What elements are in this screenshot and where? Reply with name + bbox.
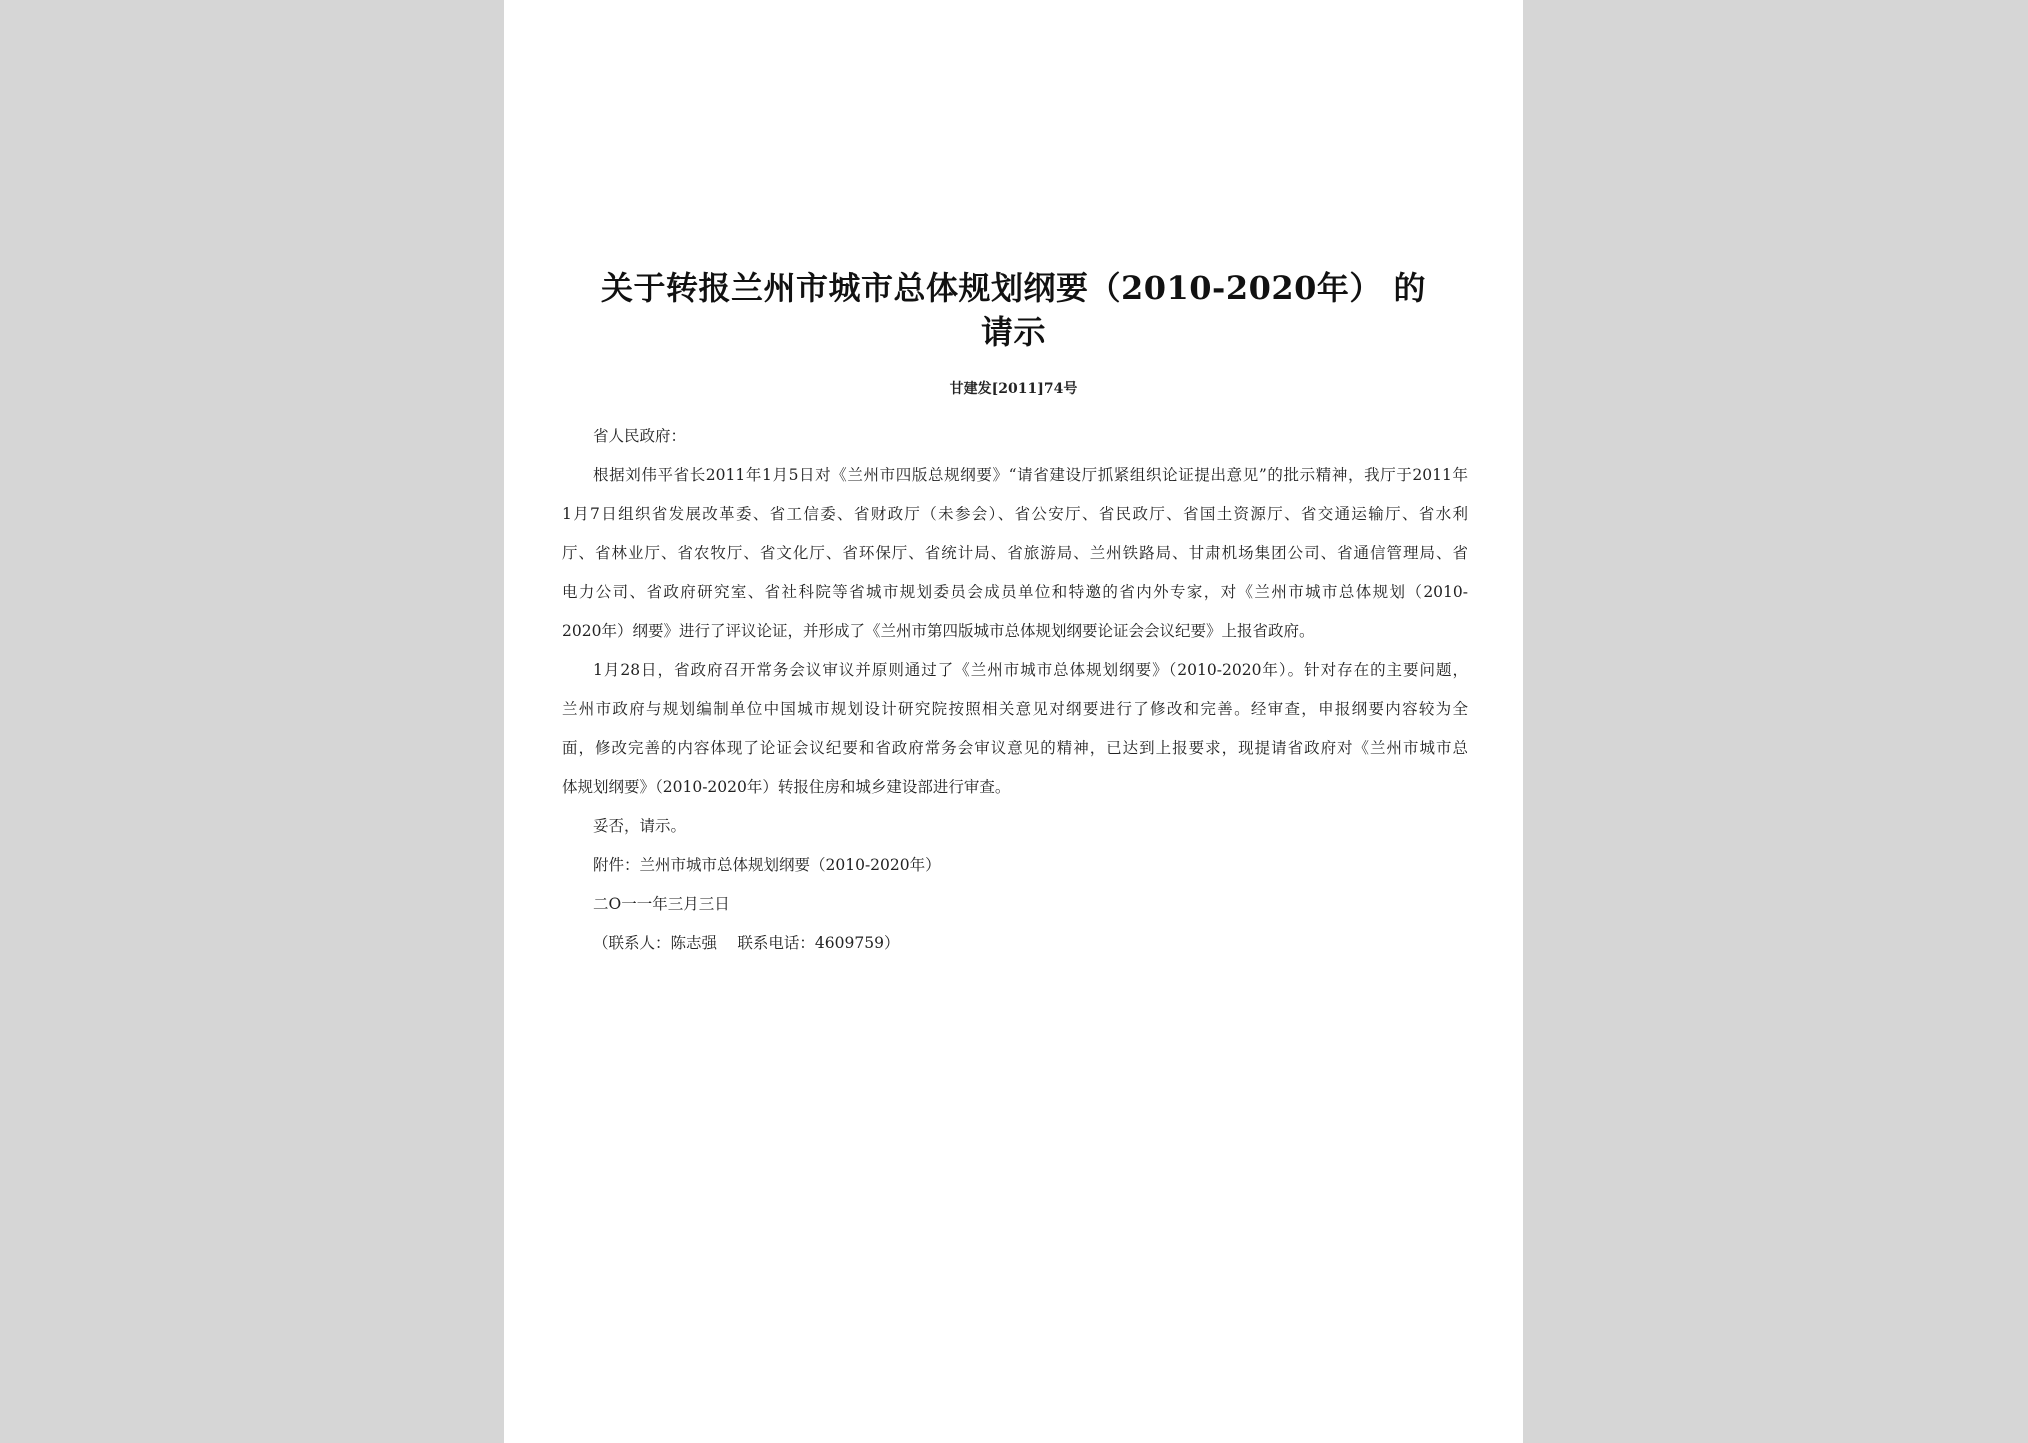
- contact-line: （联系人：陈志强 联系电话：4609759）: [593, 934, 900, 952]
- document-number: 甘建发[2011]74号: [949, 381, 1078, 397]
- document-title-line-2: 请示: [980, 313, 1046, 351]
- paragraph-2-line-3: 面，修改完善的内容体现了论证会议纪要和省政府常务会审议意见的精神，已达到上报要求，现提请省政府对《兰州市城市总: [562, 739, 1468, 757]
- date-line: 二O一一年三月三日: [593, 895, 730, 913]
- salutation: 省人民政府：: [593, 427, 687, 445]
- paragraph-2-line-2: 兰州市政府与规划编制单位中国城市规划设计研究院按照相关意见对纲要进行了修改和完善。经审查，申报纲要内容较为全: [562, 700, 1468, 718]
- paragraph-2-line-1: 1月28日，省政府召开常务会议审议并原则通过了《兰州市城市总体规划纲要》（2010-2020年）。针对存在的主要问题，: [593, 661, 1468, 679]
- paragraph-1-line-4: 电力公司、省政府研究室、省社科院等省城市规划委员会成员单位和特邀的省内外专家，对《兰州市城市总体规划（2010-: [562, 583, 1468, 601]
- paragraph-1-line-3: 厅、省林业厅、省农牧厅、省文化厅、省环保厅、省统计局、省旅游局、兰州铁路局、甘肃机场集团公司、省通信管理局、省: [562, 544, 1468, 562]
- document-page: [504, 0, 1523, 1443]
- document-title-line-1: 关于转报兰州市城市总体规划纲要（2010-2020年） 的: [600, 269, 1427, 307]
- paragraph-1-line-1: 根据刘伟平省长2011年1月5日对《兰州市四版总规纲要》“请省建设厅抓紧组织论证提出意见”的批示精神，我厅于2011年: [593, 466, 1468, 484]
- paragraph-1-line-5: 2020年）纲要》进行了评议论证，并形成了《兰州市第四版城市总体规划纲要论证会会议纪要》上报省政府。: [562, 622, 1315, 640]
- closing-line: 妥否，请示。: [593, 817, 687, 835]
- paragraph-1-line-2: 1月7日组织省发展改革委、省工信委、省财政厅（未参会）、省公安厅、省民政厅、省国土资源厅、省交通运输厅、省水利: [562, 505, 1468, 523]
- attachment-line: 附件：兰州市城市总体规划纲要（2010-2020年）: [593, 856, 941, 874]
- paragraph-2-line-4: 体规划纲要》（2010-2020年）转报住房和城乡建设部进行审查。: [562, 778, 1011, 796]
